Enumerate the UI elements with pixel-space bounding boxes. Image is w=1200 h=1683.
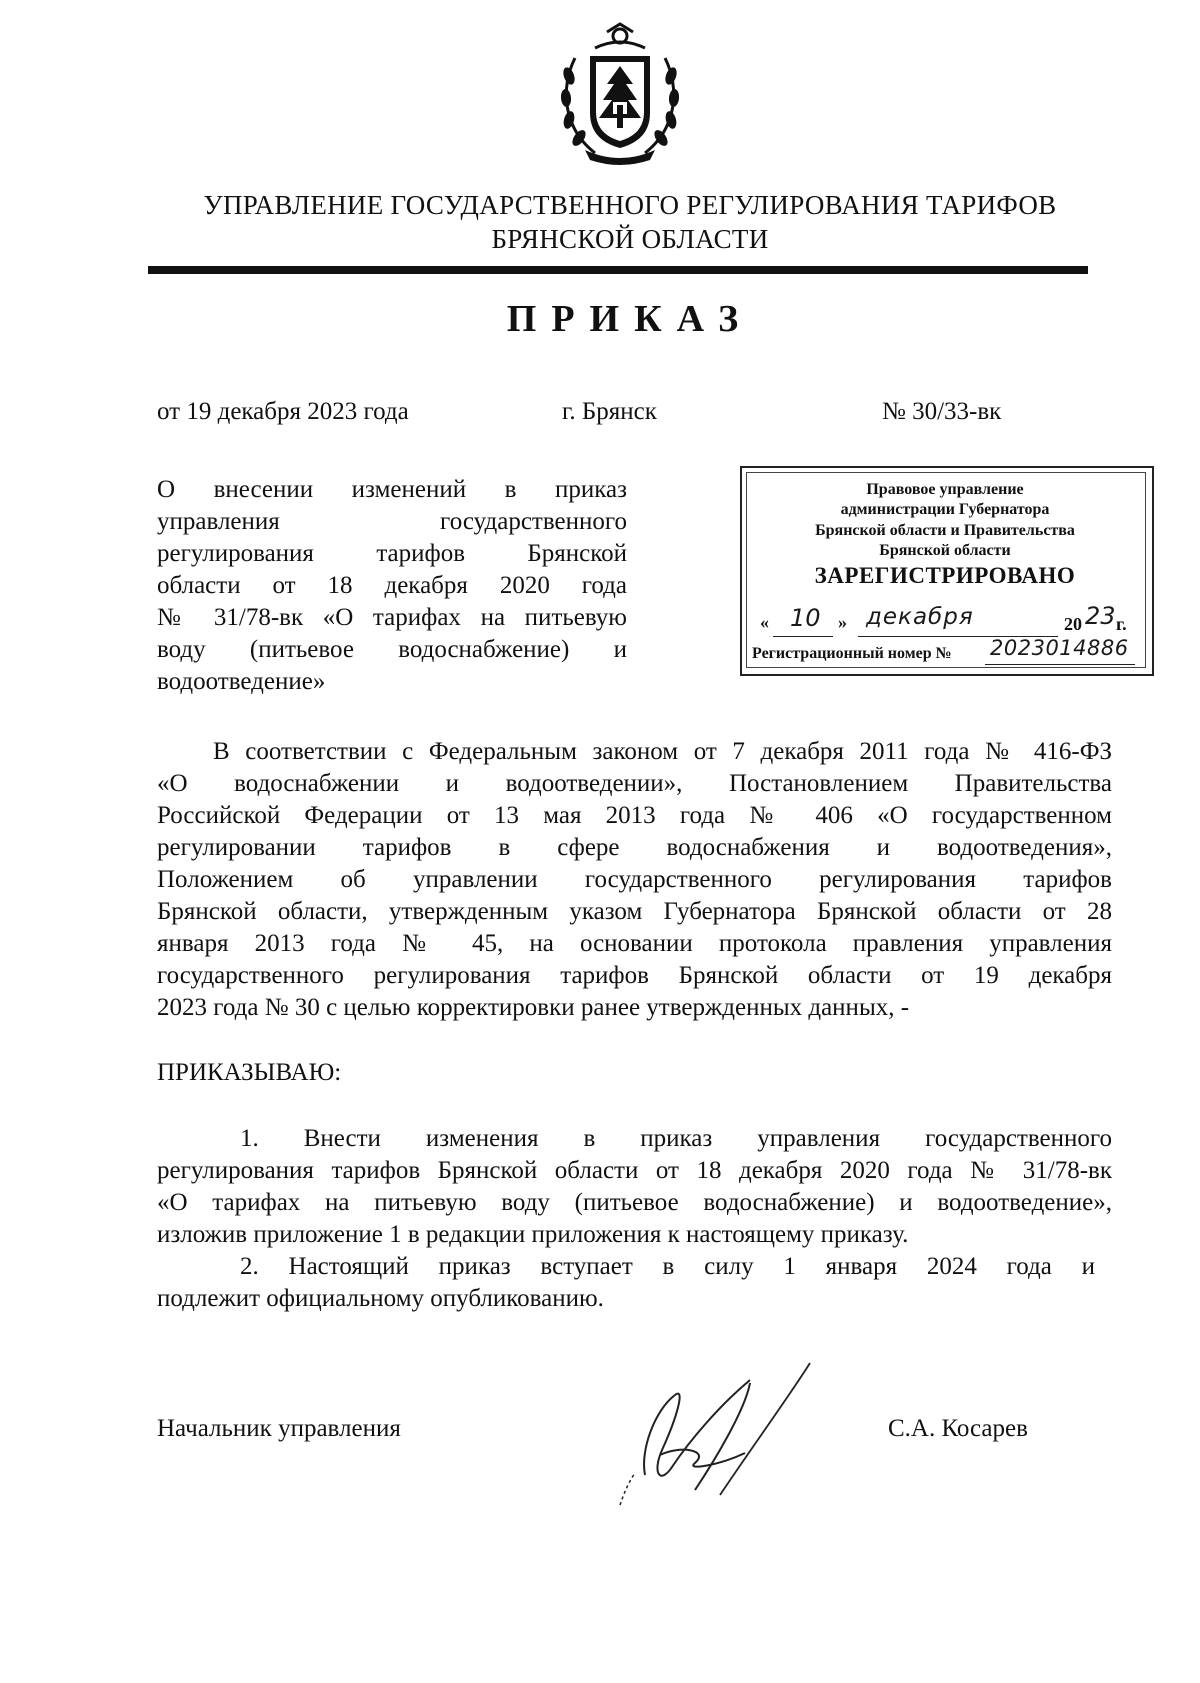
subject-line: О внесении изменений в приказ	[157, 476, 627, 503]
stamp-year-unit: г.	[1116, 614, 1127, 634]
subject-line: управления государственного	[157, 508, 627, 535]
document-date: от 19 декабря 2023 года	[157, 398, 409, 425]
subject-line: № 31/78-вк «О тарифах на питьевую	[157, 604, 627, 631]
stamp-day-underline	[773, 636, 833, 637]
order-item-2	[157, 1251, 1095, 1315]
handwritten-signature	[600, 1355, 840, 1515]
subject-line: области от 18 декабря 2020 года	[157, 572, 627, 599]
coat-of-arms-emblem	[555, 18, 685, 168]
stamp-reg-underline	[985, 664, 1135, 665]
order-item-line: регулирования тарифов Брянской области от 18 декабря 2020 года № 31/78-вк	[157, 1157, 1112, 1184]
subject-block	[157, 474, 627, 698]
signatory-position: Начальник управления	[157, 1415, 401, 1442]
preamble-line: В соответствии с Федеральным законом от 7 декабря 2011 года № 416-ФЗ	[213, 738, 1112, 765]
preamble-line: Положением об управлении государственного регулирования тарифов	[157, 866, 1112, 893]
stamp-status: ЗАРЕГИСТРИРОВАНО	[814, 563, 1076, 588]
stamp-day-handwritten: 10	[790, 604, 821, 632]
stamp-line: Брянской области	[879, 542, 1011, 559]
order-word: ПРИКАЗЫВАЮ:	[157, 1059, 342, 1086]
subject-line: регулирования тарифов Брянской	[157, 540, 627, 567]
subject-line: воду (питьевое водоснабжение) и	[157, 636, 627, 663]
stamp-date-close-quote: »	[838, 612, 847, 632]
header-divider	[148, 266, 1088, 274]
stamp-year-prefix: 20	[1064, 614, 1082, 634]
preamble-line: Российской Федерации от 13 мая 2013 года № 406 «О государственном	[157, 802, 1112, 829]
preamble-line: «О водоснабжении и водоотведении», Постановлением Правительства	[157, 770, 1112, 797]
stamp-reg-number-handwritten: 2023014886	[990, 636, 1129, 660]
order-item-line: 1. Внести изменения в приказ управления государственного	[240, 1125, 1112, 1152]
stamp-date-open-quote: «	[760, 612, 769, 632]
stamp-line: администрации Губернатора	[840, 501, 1050, 518]
agency-name-line1: УПРАВЛЕНИЕ ГОСУДАРСТВЕННОГО РЕГУЛИРОВАНИЯ ТАРИФОВ	[203, 190, 1057, 220]
stamp-reg-label: Регистрационный номер №	[752, 645, 952, 662]
preamble-line: Брянской области, утвержденным указом Губернатора Брянской области от 28	[157, 898, 1112, 925]
preamble-line: 2023 года № 30 с целью корректировки ранее утвержденных данных, -	[157, 994, 910, 1021]
order-item-line: 2. Настоящий приказ вступает в силу 1 января 2024 года и	[240, 1253, 1095, 1280]
preamble-line: государственного регулирования тарифов Брянской области от 19 декабря	[157, 962, 1112, 989]
order-item-line: изложив приложение 1 в редакции приложения к настоящему приказу.	[157, 1221, 909, 1248]
stamp-line: Брянской области и Правительства	[815, 522, 1075, 539]
order-item-line: «О тарифах на питьевую воду (питьевое водоснабжение) и водоотведение»,	[157, 1189, 1112, 1216]
order-item-line: подлежит официальному опубликованию.	[157, 1285, 604, 1312]
preamble-line: регулировании тарифов в сфере водоснабжения и водоотведения»,	[157, 834, 1112, 861]
order-item-1	[157, 1123, 1112, 1251]
stamp-year-handwritten: 23	[1085, 602, 1116, 630]
document-title: ПРИКАЗ	[506, 298, 754, 340]
stamp-month-handwritten: декабря	[866, 604, 974, 630]
document-number: № 30/33-вк	[882, 398, 1002, 425]
stamp-line: Правовое управление	[866, 481, 1024, 498]
signatory-name: С.А. Косарев	[888, 1415, 1028, 1442]
document-city: г. Брянск	[562, 398, 657, 425]
subject-line: водоотведение»	[157, 668, 326, 695]
preamble-line: января 2013 года № 45, на основании протокола правления управления	[157, 930, 1112, 957]
preamble-paragraph	[157, 736, 1112, 1024]
agency-name-line2: БРЯНСКОЙ ОБЛАСТИ	[491, 224, 769, 254]
